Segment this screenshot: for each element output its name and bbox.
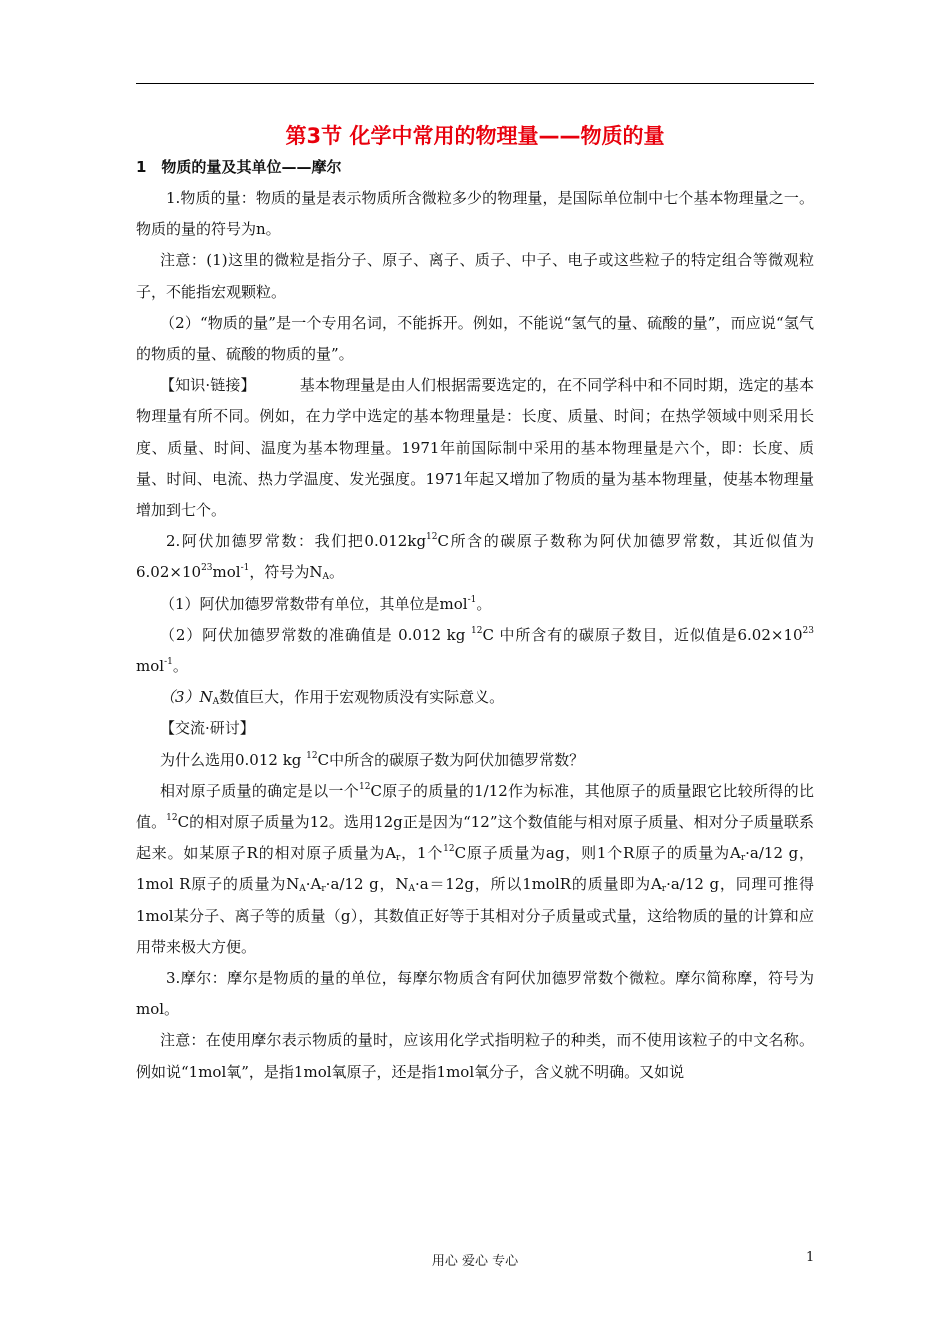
exchange-discussion-tag: 【交流·研讨】 (160, 719, 255, 738)
paragraph-question: 为什么选用0.012 kg $^{12}$C中所含的碳原子数为阿伏加德罗常数？ (160, 750, 585, 769)
paragraph-knowledge-link (136, 370, 814, 526)
paragraph-mole-note: 注意：在使用摩尔表示物质的量时，应该用化学式指明粒子的种类，而不使用该粒子的中文名称。例如说“1mol氧”，是指1mol氧原子，还是指1mol氧分子，含义就不明确。又如说 (136, 1031, 814, 1081)
header-rule (136, 83, 814, 84)
page-number: 1 (806, 1250, 815, 1265)
paragraph-avogadro-2: （2）阿伏加德罗常数的准确值是 0.012 kg $^{12}$C 中所含有的碳原子数目，近似值是$6.02\times 10^{23}$ mol$^{-1}$。 (136, 625, 814, 676)
page-footer: 用心 爱心 专心 (431, 1254, 519, 1269)
paragraph-answer: 相对原子质量的确定是以一个$^{12}$C原子的质量的1/12作为标准，其他原子的质量跟它比较所得的比值。$^{12}$C的相对原子质量为12。选用12g正是因为“12”这个数值能与相对原子质量、相对分子质量联系起来。如某原子R的相对原子质量为$A_r$，1个$^{12}$C原子质量为ag，则1个R原子的质量为$A_r\cdot a/12$ g，1mol R原子的质量为$N_A\cdot A_r\cdot a/12$ g，$N_A\cdot a=12g$，所以1molR的质量即为$A_r\cdot a/12$ g，同理可推得1mol某分子、离子等的质量（g），其数值正好等于其相对分子质量或式量，这给物质的量的计算和应用带来极大方便。 (136, 781, 814, 956)
document-body (136, 120, 814, 1088)
paragraph-avogadro-1: （1）阿伏加德罗常数带有单位，其单位是mol$^{-1}$。 (160, 594, 492, 613)
paragraph-avogadro: 2.阿伏加德罗常数：我们把$0.012kg^{12}C$所含的碳原子数称为阿伏加德罗常数，其近似值为$6.02\times 10^{23}mol^{-1}$，符号为$N_A$。 (136, 532, 814, 583)
paragraph-mole: 3.摩尔：摩尔是物质的量的单位，每摩尔物质含有阿伏加德罗常数个微粒。摩尔简称摩，符号为mol。 (136, 969, 814, 1019)
knowledge-link-tag: 【知识·链接】 (160, 376, 256, 395)
paragraph-definition: 1.物质的量：物质的量是表示物质所含微粒多少的物理量，是国际单位制中七个基本物理量之一。物质的量的符号为n。 (136, 189, 814, 239)
page-title: 第3节 化学中常用的物理量——物质的量 (285, 124, 665, 148)
paragraph-avogadro-3: $(3)N_A$数值巨大，作用于宏观物质没有实际意义。 (160, 688, 505, 708)
knowledge-link-text: 基本物理量是由人们根据需要选定的，在不同学科中和不同时期，选定的基本物理量有所不同。例如，在力学中选定的基本物理量是：长度、质量、时间；在热学领域中则采用长度、质量、时间、温度为基本物理量。1971年前国际制中采用的基本物理量是六个，即：长度、质量、时间、电流、热力学温度、发光强度。1971年起又增加了物质的量为基本物理量，使基本物理量增加到七个。 (136, 376, 814, 520)
paragraph-note-1: 注意：(1)这里的微粒是指分子、原子、离子、质子、中子、电子或这些粒子的特定组合等微观粒子，不能指宏观颗粒。 (136, 251, 814, 301)
paragraph-note-2: （2）“物质的量”是一个专用名词，不能拆开。例如，不能说“氢气的量、硫酸的量”，而应说“氢气的物质的量、硫酸的物质的量”。 (136, 313, 814, 364)
section-heading: 1 物质的量及其单位——摩尔 (136, 158, 342, 176)
